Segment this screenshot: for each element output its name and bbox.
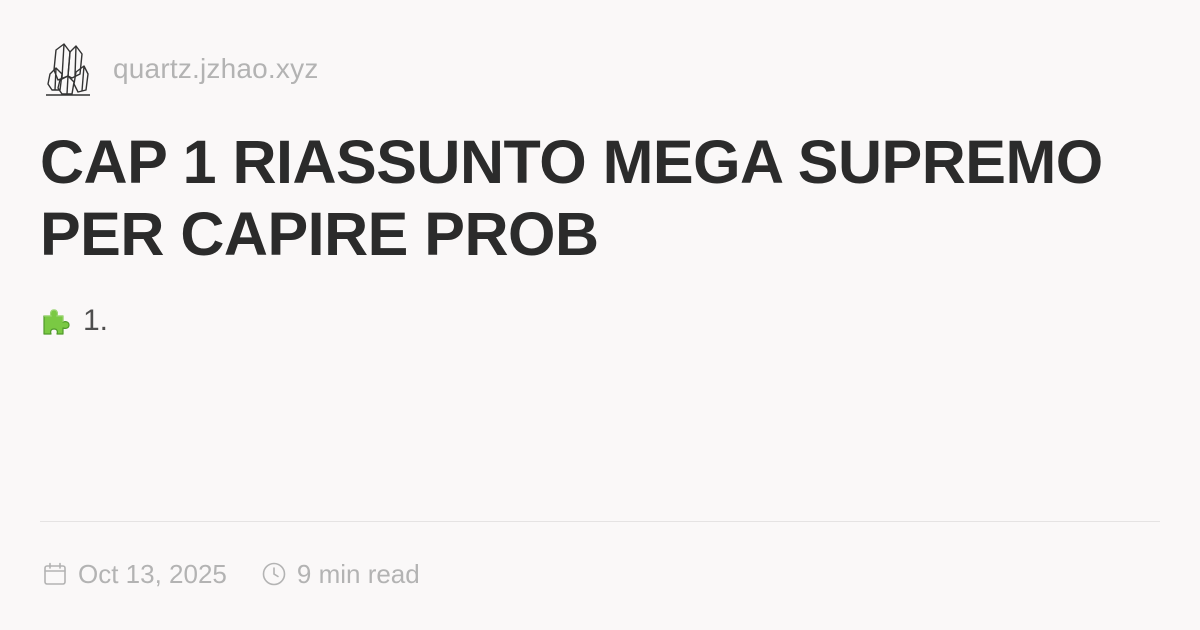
puzzle-piece-icon xyxy=(40,304,74,338)
page-description xyxy=(40,304,108,338)
divider xyxy=(40,521,1160,522)
post-date: Oct 13, 2025 xyxy=(78,558,227,589)
quartz-crystal-icon xyxy=(42,40,94,98)
site-name[interactable]: quartz.jzhao.xyz xyxy=(113,53,319,84)
clock-icon xyxy=(261,561,287,587)
date-meta xyxy=(42,559,227,590)
post-meta xyxy=(42,558,420,590)
page-title: CAP 1 RIASSUNTO MEGA SUPREMO PER CAPIRE PROB xyxy=(40,128,1103,268)
reading-time-meta xyxy=(261,559,420,590)
calendar-icon xyxy=(42,561,68,587)
reading-time: 9 min read xyxy=(296,558,420,589)
site-header xyxy=(42,40,319,98)
description-text: 1. xyxy=(83,304,109,337)
